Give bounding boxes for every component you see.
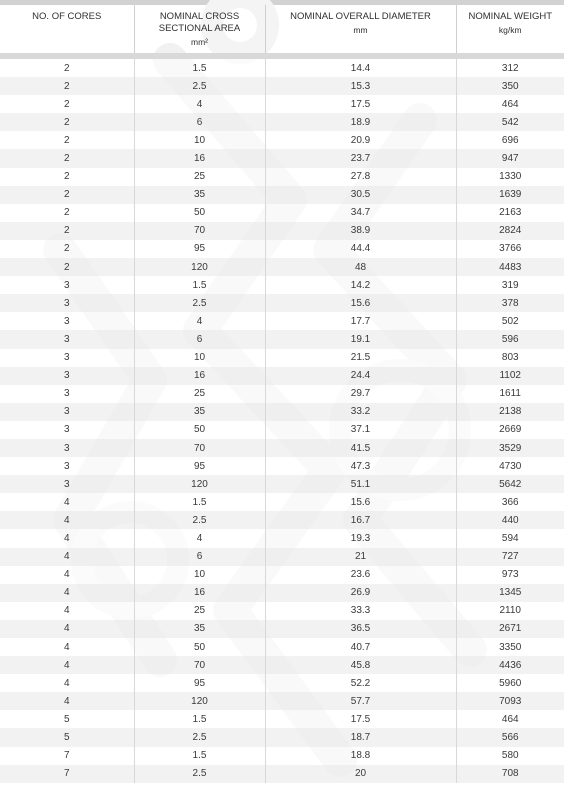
- cell-weight: 378: [456, 294, 564, 312]
- cell-diameter: 34.7: [265, 204, 456, 222]
- cell-diameter: 33.2: [265, 403, 456, 421]
- cell-area: 25: [134, 385, 265, 403]
- cell-cores: 4: [0, 638, 134, 656]
- cell-weight: 2138: [456, 403, 564, 421]
- table-row: [0, 765, 564, 783]
- cell-area: 25: [134, 602, 265, 620]
- cell-diameter: 18.9: [265, 113, 456, 131]
- table-row: [0, 620, 564, 638]
- cell-area: 70: [134, 439, 265, 457]
- cell-weight: 319: [456, 276, 564, 294]
- cell-diameter: 52.2: [265, 674, 456, 692]
- cell-cores: 4: [0, 692, 134, 710]
- cell-area: 120: [134, 475, 265, 493]
- table-row: [0, 692, 564, 710]
- cell-cores: 2: [0, 131, 134, 149]
- cell-area: 4: [134, 312, 265, 330]
- table-row: [0, 475, 564, 493]
- cell-weight: 696: [456, 131, 564, 149]
- table-row: [0, 204, 564, 222]
- cell-area: 70: [134, 656, 265, 674]
- cell-area: 35: [134, 186, 265, 204]
- cell-weight: 2110: [456, 602, 564, 620]
- cell-weight: 594: [456, 529, 564, 547]
- cell-cores: 2: [0, 59, 134, 77]
- table-row: [0, 638, 564, 656]
- cell-cores: 2: [0, 204, 134, 222]
- cell-weight: 5960: [456, 674, 564, 692]
- cell-cores: 4: [0, 656, 134, 674]
- table-row: [0, 113, 564, 131]
- cell-diameter: 36.5: [265, 620, 456, 638]
- cell-cores: 4: [0, 602, 134, 620]
- table-row: [0, 710, 564, 728]
- cell-area: 2.5: [134, 511, 265, 529]
- table-row: [0, 421, 564, 439]
- table-row: [0, 439, 564, 457]
- cell-diameter: 33.3: [265, 602, 456, 620]
- cell-cores: 3: [0, 439, 134, 457]
- table-row: [0, 95, 564, 113]
- table-row: [0, 566, 564, 584]
- cell-area: 16: [134, 367, 265, 385]
- cell-area: 1.5: [134, 276, 265, 294]
- cell-cores: 4: [0, 529, 134, 547]
- table-row: [0, 276, 564, 294]
- cell-area: 16: [134, 149, 265, 167]
- cell-weight: 1611: [456, 385, 564, 403]
- cell-area: 2.5: [134, 77, 265, 95]
- cell-weight: 4483: [456, 258, 564, 276]
- cell-cores: 2: [0, 149, 134, 167]
- cell-area: 6: [134, 113, 265, 131]
- cell-area: 35: [134, 403, 265, 421]
- cell-diameter: 47.3: [265, 457, 456, 475]
- cell-area: 95: [134, 240, 265, 258]
- cell-area: 6: [134, 548, 265, 566]
- cell-area: 6: [134, 330, 265, 348]
- cell-diameter: 40.7: [265, 638, 456, 656]
- cell-cores: 7: [0, 765, 134, 783]
- cell-area: 120: [134, 258, 265, 276]
- cell-weight: 3529: [456, 439, 564, 457]
- table-row: [0, 674, 564, 692]
- cell-area: 120: [134, 692, 265, 710]
- table-row: [0, 294, 564, 312]
- table-row: [0, 330, 564, 348]
- cell-diameter: 23.6: [265, 566, 456, 584]
- cell-weight: 7093: [456, 692, 564, 710]
- cell-cores: 3: [0, 403, 134, 421]
- cell-cores: 2: [0, 258, 134, 276]
- cell-diameter: 17.5: [265, 95, 456, 113]
- table-row: [0, 312, 564, 330]
- table-row: [0, 367, 564, 385]
- cell-weight: 596: [456, 330, 564, 348]
- cell-area: 95: [134, 674, 265, 692]
- table-row: [0, 222, 564, 240]
- cell-diameter: 23.7: [265, 149, 456, 167]
- cell-cores: 4: [0, 674, 134, 692]
- cell-cores: 4: [0, 548, 134, 566]
- cell-cores: 3: [0, 276, 134, 294]
- cell-diameter: 15.6: [265, 294, 456, 312]
- cell-cores: 3: [0, 367, 134, 385]
- cell-diameter: 14.2: [265, 276, 456, 294]
- cell-weight: 4436: [456, 656, 564, 674]
- cell-diameter: 17.7: [265, 312, 456, 330]
- cell-cores: 5: [0, 710, 134, 728]
- cell-cores: 2: [0, 168, 134, 186]
- header-title: NO. OF CORES: [32, 11, 102, 22]
- cell-weight: 4730: [456, 457, 564, 475]
- cell-weight: 2671: [456, 620, 564, 638]
- table-row: [0, 548, 564, 566]
- cell-cores: 3: [0, 294, 134, 312]
- table-row: [0, 529, 564, 547]
- cell-weight: 1345: [456, 584, 564, 602]
- cell-cores: 5: [0, 728, 134, 746]
- cell-weight: 3350: [456, 638, 564, 656]
- table-row: [0, 59, 564, 77]
- cell-weight: 366: [456, 493, 564, 511]
- cell-diameter: 15.6: [265, 493, 456, 511]
- cell-diameter: 48: [265, 258, 456, 276]
- header-cores: [0, 5, 134, 53]
- table-row: [0, 747, 564, 765]
- cell-weight: 3766: [456, 240, 564, 258]
- table-row: [0, 656, 564, 674]
- cell-diameter: 45.8: [265, 656, 456, 674]
- cell-area: 1.5: [134, 710, 265, 728]
- cell-diameter: 27.8: [265, 168, 456, 186]
- cell-diameter: 14.4: [265, 59, 456, 77]
- cell-weight: 5642: [456, 475, 564, 493]
- cell-diameter: 17.5: [265, 710, 456, 728]
- header-weight: [456, 5, 564, 53]
- cell-weight: 973: [456, 566, 564, 584]
- cell-weight: 1330: [456, 168, 564, 186]
- table-row: [0, 77, 564, 95]
- header-area: [134, 5, 265, 53]
- cell-weight: 440: [456, 511, 564, 529]
- cell-weight: 464: [456, 95, 564, 113]
- cell-diameter: 16.7: [265, 511, 456, 529]
- cell-weight: 2824: [456, 222, 564, 240]
- cell-diameter: 26.9: [265, 584, 456, 602]
- cell-area: 35: [134, 620, 265, 638]
- cell-diameter: 37.1: [265, 421, 456, 439]
- cell-cores: 3: [0, 385, 134, 403]
- cell-weight: 708: [456, 765, 564, 783]
- cell-cores: 4: [0, 566, 134, 584]
- cell-area: 2.5: [134, 728, 265, 746]
- cell-area: 4: [134, 95, 265, 113]
- table-row: [0, 584, 564, 602]
- cell-area: 16: [134, 584, 265, 602]
- cell-diameter: 29.7: [265, 385, 456, 403]
- cell-weight: 2163: [456, 204, 564, 222]
- cell-weight: 1102: [456, 367, 564, 385]
- table-row: [0, 149, 564, 167]
- table-row: [0, 511, 564, 529]
- cell-diameter: 51.1: [265, 475, 456, 493]
- cell-area: 1.5: [134, 747, 265, 765]
- cell-cores: 3: [0, 330, 134, 348]
- header-title: NOMINAL CROSS SECTIONAL AREA: [158, 11, 241, 34]
- cell-weight: 580: [456, 747, 564, 765]
- cell-diameter: 18.7: [265, 728, 456, 746]
- cell-diameter: 24.4: [265, 367, 456, 385]
- cell-cores: 4: [0, 493, 134, 511]
- cell-weight: 542: [456, 113, 564, 131]
- table-body: [0, 59, 564, 783]
- cell-weight: 312: [456, 59, 564, 77]
- cell-area: 10: [134, 349, 265, 367]
- cell-cores: 2: [0, 240, 134, 258]
- cell-area: 50: [134, 638, 265, 656]
- cell-area: 10: [134, 131, 265, 149]
- cell-weight: 350: [456, 77, 564, 95]
- cell-cores: 4: [0, 511, 134, 529]
- cell-area: 25: [134, 168, 265, 186]
- cell-cores: 3: [0, 312, 134, 330]
- table-row: [0, 258, 564, 276]
- cell-area: 1.5: [134, 59, 265, 77]
- cell-diameter: 18.8: [265, 747, 456, 765]
- header-unit: kg/km: [498, 25, 522, 35]
- cell-weight: 566: [456, 728, 564, 746]
- cell-area: 70: [134, 222, 265, 240]
- cell-diameter: 44.4: [265, 240, 456, 258]
- cell-cores: 2: [0, 113, 134, 131]
- table-row: [0, 493, 564, 511]
- cell-diameter: 30.5: [265, 186, 456, 204]
- cell-diameter: 21.5: [265, 349, 456, 367]
- cell-area: 4: [134, 529, 265, 547]
- cell-cores: 3: [0, 475, 134, 493]
- cell-cores: 3: [0, 349, 134, 367]
- cell-diameter: 21: [265, 548, 456, 566]
- cell-cores: 2: [0, 95, 134, 113]
- cell-weight: 803: [456, 349, 564, 367]
- cell-diameter: 19.1: [265, 330, 456, 348]
- header-unit: mm²: [191, 37, 208, 47]
- cell-cores: 4: [0, 620, 134, 638]
- cell-diameter: 41.5: [265, 439, 456, 457]
- cell-cores: 4: [0, 584, 134, 602]
- cell-cores: 2: [0, 186, 134, 204]
- cell-area: 95: [134, 457, 265, 475]
- cell-area: 10: [134, 566, 265, 584]
- cell-diameter: 38.9: [265, 222, 456, 240]
- table-row: [0, 728, 564, 746]
- cell-diameter: 57.7: [265, 692, 456, 710]
- cell-weight: 2669: [456, 421, 564, 439]
- cell-area: 50: [134, 204, 265, 222]
- cell-cores: 3: [0, 457, 134, 475]
- table-row: [0, 602, 564, 620]
- cell-area: 2.5: [134, 294, 265, 312]
- cell-cores: 3: [0, 421, 134, 439]
- table-row: [0, 457, 564, 475]
- header-unit: mm: [353, 25, 368, 35]
- cell-diameter: 20.9: [265, 131, 456, 149]
- cable-spec-table: [0, 5, 564, 783]
- cell-weight: 1639: [456, 186, 564, 204]
- cell-area: 50: [134, 421, 265, 439]
- cell-diameter: 20: [265, 765, 456, 783]
- cell-area: 2.5: [134, 765, 265, 783]
- cell-weight: 502: [456, 312, 564, 330]
- cell-diameter: 19.3: [265, 529, 456, 547]
- table-header-row: [0, 5, 564, 53]
- table-row: [0, 240, 564, 258]
- header-diameter: [265, 5, 456, 53]
- table-row: [0, 131, 564, 149]
- table-row: [0, 403, 564, 421]
- cell-cores: 2: [0, 77, 134, 95]
- cell-diameter: 15.3: [265, 77, 456, 95]
- header-title: NOMINAL WEIGHT: [468, 11, 553, 22]
- cell-cores: 2: [0, 222, 134, 240]
- table-row: [0, 168, 564, 186]
- cell-weight: 947: [456, 149, 564, 167]
- cell-area: 1.5: [134, 493, 265, 511]
- cell-weight: 727: [456, 548, 564, 566]
- table-row: [0, 349, 564, 367]
- table-row: [0, 385, 564, 403]
- table-row: [0, 186, 564, 204]
- header-title: NOMINAL OVERALL DIAMETER: [290, 11, 431, 22]
- cell-weight: 464: [456, 710, 564, 728]
- cell-cores: 7: [0, 747, 134, 765]
